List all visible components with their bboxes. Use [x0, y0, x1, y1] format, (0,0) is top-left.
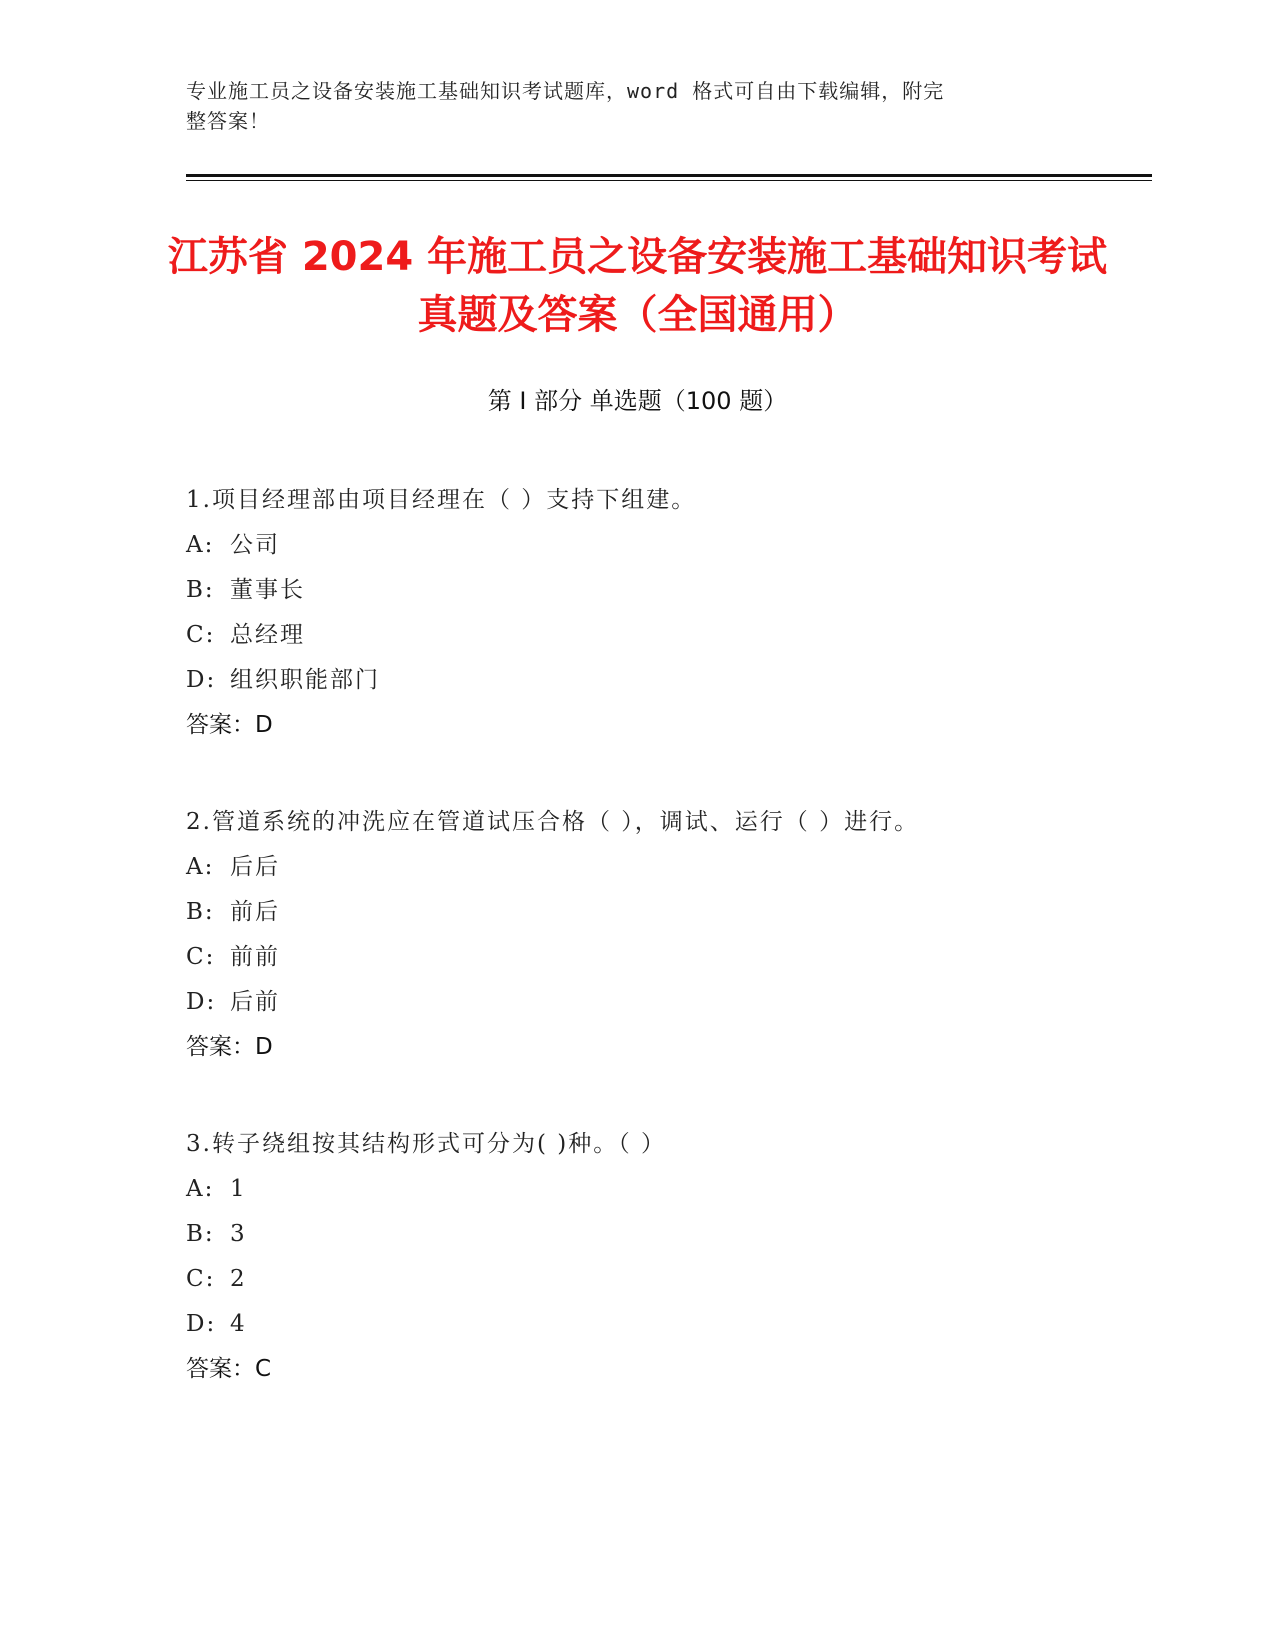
- question-list: [186, 478, 1146, 1444]
- header-divider-thick: [186, 174, 1152, 177]
- option-key: B:: [186, 899, 215, 925]
- option-text: 4: [230, 1311, 247, 1337]
- answer-line: 答案：C: [186, 1356, 272, 1382]
- option-text: 总经理: [230, 622, 305, 648]
- option-key: D:: [186, 989, 217, 1015]
- option-key: D:: [186, 1311, 217, 1337]
- option-c: [186, 1257, 1146, 1302]
- question-2: [186, 800, 1146, 1070]
- answer-line: 答案：D: [186, 1034, 273, 1060]
- option-key: B:: [186, 1221, 215, 1247]
- option-b: [186, 1212, 1146, 1257]
- section-title: 第 I 部分 单选题（100 题）: [487, 387, 788, 415]
- option-key: A:: [186, 532, 215, 558]
- option-text: 前前: [230, 944, 280, 970]
- option-text: 后后: [230, 854, 280, 880]
- question-3: [186, 1122, 1146, 1392]
- option-a: [186, 845, 1146, 890]
- question-stem: 2.管道系统的冲洗应在管道试压合格（ ），调试、运行（ ）进行。: [186, 809, 920, 835]
- option-d: [186, 658, 1146, 703]
- option-text: 后前: [230, 989, 280, 1015]
- question-1: [186, 478, 1146, 748]
- option-d: [186, 1302, 1146, 1347]
- option-text: 公司: [230, 532, 280, 558]
- option-c: [186, 613, 1146, 658]
- option-c: [186, 935, 1146, 980]
- option-text: 前后: [230, 899, 280, 925]
- option-key: C:: [186, 944, 216, 970]
- option-key: C:: [186, 622, 216, 648]
- option-key: C:: [186, 1266, 216, 1292]
- option-b: [186, 568, 1146, 613]
- header-note: 专业施工员之设备安装施工基础知识考试题库，word 格式可自由下载编辑，附完 整答案！: [186, 79, 945, 133]
- option-text: 1: [230, 1176, 247, 1202]
- option-key: A:: [186, 1176, 215, 1202]
- option-text: 3: [230, 1221, 247, 1247]
- option-key: D:: [186, 667, 217, 693]
- option-d: [186, 980, 1146, 1025]
- option-text: 组织职能部门: [230, 667, 380, 693]
- answer-line: 答案：D: [186, 712, 273, 738]
- option-a: [186, 523, 1146, 568]
- question-stem: 3.转子绕组按其结构形式可分为( )种。（ ）: [186, 1131, 667, 1157]
- option-b: [186, 890, 1146, 935]
- question-stem: 1.项目经理部由项目经理在（ ）支持下组建。: [186, 487, 697, 513]
- option-a: [186, 1167, 1146, 1212]
- option-text: 董事长: [230, 577, 305, 603]
- header-divider-thin: [186, 180, 1152, 181]
- option-key: B:: [186, 577, 215, 603]
- option-text: 2: [230, 1266, 247, 1292]
- document-title: 江苏省 2024 年施工员之设备安装施工基础知识考试真题及答案（全国通用）: [167, 234, 1108, 338]
- option-key: A:: [186, 854, 215, 880]
